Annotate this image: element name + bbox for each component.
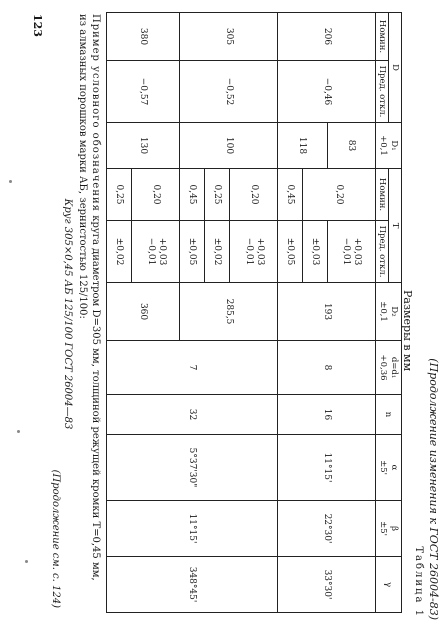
cell-D1: 83 [327, 123, 375, 169]
cell-T-dev-upper: +0,03 [254, 237, 265, 266]
example-lead: Пример условного обозначения [90, 14, 101, 212]
scan-speck [25, 560, 28, 563]
cell-gamma: 348°45' [107, 557, 278, 613]
header-alpha-tol: ±5' [378, 460, 389, 475]
header-d-label: d=d₁ [389, 356, 400, 379]
cell-T-dev-lower: −0,01 [341, 237, 352, 266]
table-row [230, 13, 278, 613]
cell-T-nom: 0,20 [132, 169, 180, 221]
cell-T-dev-upper: +0,03 [352, 237, 363, 266]
scan-speck [9, 180, 12, 183]
page-header [400, 30, 440, 620]
page-number: 123 [31, 14, 44, 37]
cell-D1: 130 [107, 123, 180, 169]
cell-gamma: 33°30' [278, 557, 376, 613]
cell-D1: 100 [180, 123, 278, 169]
header-T-nom: Номин. [376, 169, 389, 221]
header-D-nom: Номин. [376, 13, 389, 61]
cell-D1: 118 [278, 123, 328, 169]
header-gamma: γ [376, 557, 402, 613]
cell-T-dev: ±0,05 [180, 221, 205, 283]
header-D1-tol: +0,1 [378, 135, 389, 156]
header-d [376, 341, 402, 395]
cell-D2: 285,5 [180, 283, 278, 341]
cell-beta: 11°15' [107, 501, 278, 557]
header-beta-tol: ±5' [378, 521, 389, 536]
header-beta-label: β [389, 526, 400, 531]
cell-T-dev [230, 221, 278, 283]
example-text-line1: круга диаметром D=305 мм, толщиной режущей кромки T=0,45 мм, [90, 215, 101, 581]
cell-D-dev: −0,52 [180, 61, 278, 123]
header-beta [376, 501, 402, 557]
cell-beta: 22°30' [278, 501, 376, 557]
dimension-table [106, 12, 402, 613]
header-D2 [376, 283, 402, 341]
cell-T-dev [132, 221, 180, 283]
cell-d: 7 [107, 341, 278, 395]
cell-D2: 360 [107, 283, 180, 341]
cell-n: 16 [278, 395, 376, 435]
header-D2-label: D₂ [389, 306, 400, 317]
header-d-tol: +0,36 [378, 354, 389, 381]
designation-example [50, 14, 102, 614]
cell-T-dev-lower: −0,01 [243, 237, 254, 266]
table-label: Таблица 1 [413, 546, 424, 618]
sizes-caption: Размеры в мм [401, 290, 414, 372]
cell-T-dev: ±0,02 [205, 221, 230, 283]
header-alpha-label: α [389, 464, 400, 471]
cell-T-nom: 0,25 [205, 169, 230, 221]
header-D1 [376, 123, 402, 169]
example-formula: Круг 305×0,45 АБ 125/100 ГОСТ 26004—83 [62, 198, 73, 430]
cell-n: 32 [107, 395, 278, 435]
cell-D: 206 [278, 13, 376, 61]
cell-T-nom: 0,45 [180, 169, 205, 221]
header-alpha [376, 435, 402, 501]
cell-T-nom: 0,20 [230, 169, 278, 221]
scan-speck [17, 430, 20, 433]
cell-T-nom: 0,20 [303, 169, 376, 221]
example-text-line2: из алмазных порошков марки АБ, зернистостью 125/100: [77, 14, 88, 319]
cell-T-nom: 0,25 [107, 169, 132, 221]
continuation-title: (Продолжение изменения к ГОСТ 26004-83) [427, 358, 440, 620]
header-D-dev: Пред. откл. [376, 61, 389, 123]
cell-alpha: 5°37'30" [107, 435, 278, 501]
table-header-row-group [389, 13, 402, 613]
cell-d: 8 [278, 341, 376, 395]
header-D1-label: D₁ [389, 140, 400, 151]
cell-D: 380 [107, 13, 180, 61]
cell-T-dev-upper: +0,03 [156, 237, 167, 266]
header-group-T: T [389, 169, 402, 283]
cell-T-dev: ±0,05 [278, 221, 303, 283]
header-group-D: D [389, 13, 402, 123]
cell-D-dev: −0,46 [278, 61, 376, 123]
cell-D2: 193 [278, 283, 376, 341]
cell-T-dev: ±0,03 [303, 221, 328, 283]
cell-alpha: 11°15' [278, 435, 376, 501]
cell-T-dev [327, 221, 375, 283]
cell-D-dev: −0,57 [107, 61, 180, 123]
cell-T-nom: 0,45 [278, 169, 303, 221]
cell-T-dev-lower: −0,01 [145, 237, 156, 266]
continuation-note: (Продолжение см. с. 124) [50, 469, 61, 608]
table-row [327, 13, 375, 613]
header-T-dev: Пред. откл. [376, 221, 389, 283]
header-n: n [376, 395, 402, 435]
cell-D: 305 [180, 13, 278, 61]
header-D2-tol: ±0,1 [378, 301, 389, 322]
cell-T-dev: ±0,02 [107, 221, 132, 283]
